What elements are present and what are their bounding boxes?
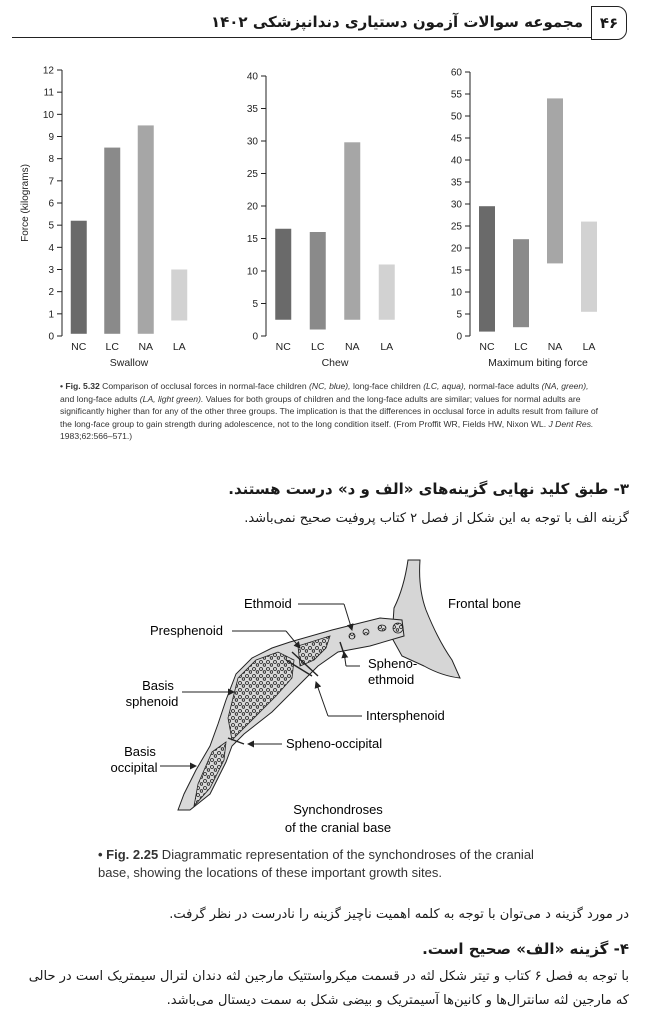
bar-la [581, 222, 597, 312]
figure-2-25-caption [98, 846, 548, 882]
x-tick-label: NA [344, 341, 360, 353]
x-tick-label: LA [582, 341, 596, 353]
question-4-line-2: که مارجین لثه سانترال‌ها و کانین‌ها آسیمتریک و بیضی شکل به سمت دیستال می‌باشد. [166, 993, 629, 1008]
y-tick-label: 0 [252, 331, 258, 343]
bar-na [344, 142, 360, 319]
label-presphenoid: Presphenoid [150, 623, 223, 638]
question-3-heading: ۳- طبق کلید نهایی گزینه‌های «الف و د» درست هستند. [228, 480, 629, 498]
y-tick-label: 60 [450, 67, 462, 79]
y-tick-label: 8 [48, 154, 54, 166]
bar-la [171, 270, 187, 321]
y-tick-label: 35 [246, 104, 258, 115]
x-tick-label: NA [547, 341, 563, 353]
x-tick-label: LC [105, 341, 119, 353]
y-tick-label: 7 [48, 176, 54, 188]
x-tick-label: LC [514, 341, 528, 353]
bar-nc [275, 229, 291, 320]
x-tick-label: LA [380, 341, 394, 353]
question-3-note: در مورد گزینه د می‌توان با توجه به کلمه اهمیت ناچیز گزینه را نادرست در نظر گرفت. [169, 907, 629, 922]
caption-nc: (NC, blue), [309, 381, 351, 391]
book-title: مجموعه سوالات آزمون دستیاری دندانپزشکی ۱۴۰۲ [210, 13, 583, 31]
y-tick-label: 5 [252, 299, 258, 310]
question-4-heading: ۴- گزینه «الف» صحیح است. [422, 940, 629, 958]
y-tick-label: 35 [450, 177, 462, 189]
bar-la [379, 265, 395, 320]
bar-lc [513, 239, 529, 327]
x-axis-label: Chew [321, 357, 349, 369]
label-basis-occipital-2: occipital [110, 760, 158, 775]
y-tick-label: 30 [450, 199, 462, 211]
y-tick-label: 5 [456, 309, 462, 321]
y-tick-label: 55 [450, 89, 462, 101]
diagram-title-2: of the cranial base [284, 820, 392, 835]
y-axis-label: Force (kilograms) [20, 164, 31, 242]
caption-text: and long-face adults [60, 393, 140, 404]
y-tick-label: 25 [246, 169, 258, 180]
caption-la: (LA, light green). [139, 393, 204, 404]
caption-lc: (LC, aqua), [423, 381, 467, 391]
y-tick-label: 6 [48, 198, 54, 210]
caption-text: normal-face adults [466, 381, 542, 391]
label-spheno-occipital: Spheno-occipital [286, 736, 383, 751]
caption-na: (NA, green), [541, 381, 589, 391]
label-basis-sphenoid-2: sphenoid [125, 694, 179, 709]
diagram-title-1: Synchondroses [293, 802, 383, 817]
bar-na [547, 98, 563, 263]
x-tick-label: NC [275, 341, 291, 353]
x-axis-label: Maximum biting force [488, 357, 588, 369]
label-ethmoid: Ethmoid [244, 596, 292, 611]
bar-nc [71, 221, 87, 334]
y-tick-label: 1 [48, 309, 54, 321]
page-number: ۴۶ [591, 6, 627, 40]
figure-5-32-label: • Fig. 5.32 [60, 381, 100, 391]
y-tick-label: 20 [450, 243, 462, 255]
figure-2-25-label: • Fig. 2.25 [98, 847, 159, 862]
y-tick-label: 9 [48, 132, 54, 143]
y-tick-label: 0 [456, 331, 462, 343]
caption-text: Values for both groups of children and the long-face adults are similar; values for normal adults are significantly higher than for any of the other three groups. The implication is that the differences in occlusal force in adults result from failure of the long-face group to gain strength during adolescence, not to the long condition itself. (From Proffit WR, Fields HW, Nixon WL. [60, 393, 599, 429]
occlusal-force-charts [0, 0, 647, 378]
label-basis-occipital-1: Basis [124, 744, 156, 759]
bar-nc [479, 206, 495, 331]
label-frontal-bone: Frontal bone [448, 596, 521, 611]
figure-5-32-caption [60, 380, 600, 443]
y-tick-label: 45 [450, 133, 462, 145]
y-tick-label: 11 [43, 87, 54, 99]
question-4-line-1: با توجه به فصل ۶ کتاب و تیتر شکل لثه در قسمت میکرواستتیک مارجین لثه دندان لترال سیمتریک است در حالی [28, 969, 629, 984]
question-3-text: گزینه الف با توجه به این شکل از فصل ۲ کتاب پروفیت صحیح نمی‌باشد. [244, 511, 629, 526]
label-intersphenoid: Intersphenoid [366, 708, 445, 723]
y-tick-label: 0 [48, 331, 54, 343]
x-tick-label: NC [71, 341, 87, 353]
x-tick-label: LC [311, 341, 325, 353]
caption-journal: J Dent Res. [548, 418, 594, 429]
caption-text: Diagrammatic representation of the synchondroses of the cranial base, showing the locations of these important growth sites. [98, 847, 534, 880]
y-tick-label: 3 [48, 265, 54, 276]
y-tick-label: 40 [246, 71, 258, 83]
label-spheno-ethmoid-1: Spheno- [368, 656, 418, 671]
y-tick-label: 20 [246, 201, 258, 213]
synchondroses-diagram [0, 548, 647, 848]
y-tick-label: 15 [450, 265, 462, 277]
y-tick-label: 40 [450, 155, 462, 167]
caption-text: long-face children [350, 381, 424, 391]
y-tick-label: 15 [246, 234, 258, 245]
bar-lc [310, 232, 326, 330]
y-tick-label: 10 [246, 266, 258, 278]
bar-na [138, 125, 154, 333]
caption-text: 1983;62:566–571.) [60, 431, 133, 442]
x-tick-label: NC [479, 341, 495, 353]
y-tick-label: 10 [450, 287, 462, 299]
label-basis-sphenoid-1: Basis [142, 678, 174, 693]
y-tick-label: 4 [48, 242, 54, 254]
y-tick-label: 2 [48, 287, 54, 299]
x-tick-label: LA [172, 341, 186, 353]
caption-text: Comparison of occlusal forces in normal-face children [99, 381, 310, 391]
x-axis-label: Swallow [109, 357, 149, 369]
x-tick-label: NA [138, 341, 154, 353]
y-tick-label: 30 [246, 136, 258, 148]
y-tick-label: 50 [450, 111, 462, 123]
y-tick-label: 5 [48, 220, 54, 232]
label-spheno-ethmoid-2: ethmoid [368, 672, 415, 687]
y-tick-label: 25 [450, 221, 462, 233]
y-tick-label: 10 [42, 109, 54, 121]
y-tick-label: 12 [42, 65, 54, 77]
bar-lc [104, 148, 120, 334]
